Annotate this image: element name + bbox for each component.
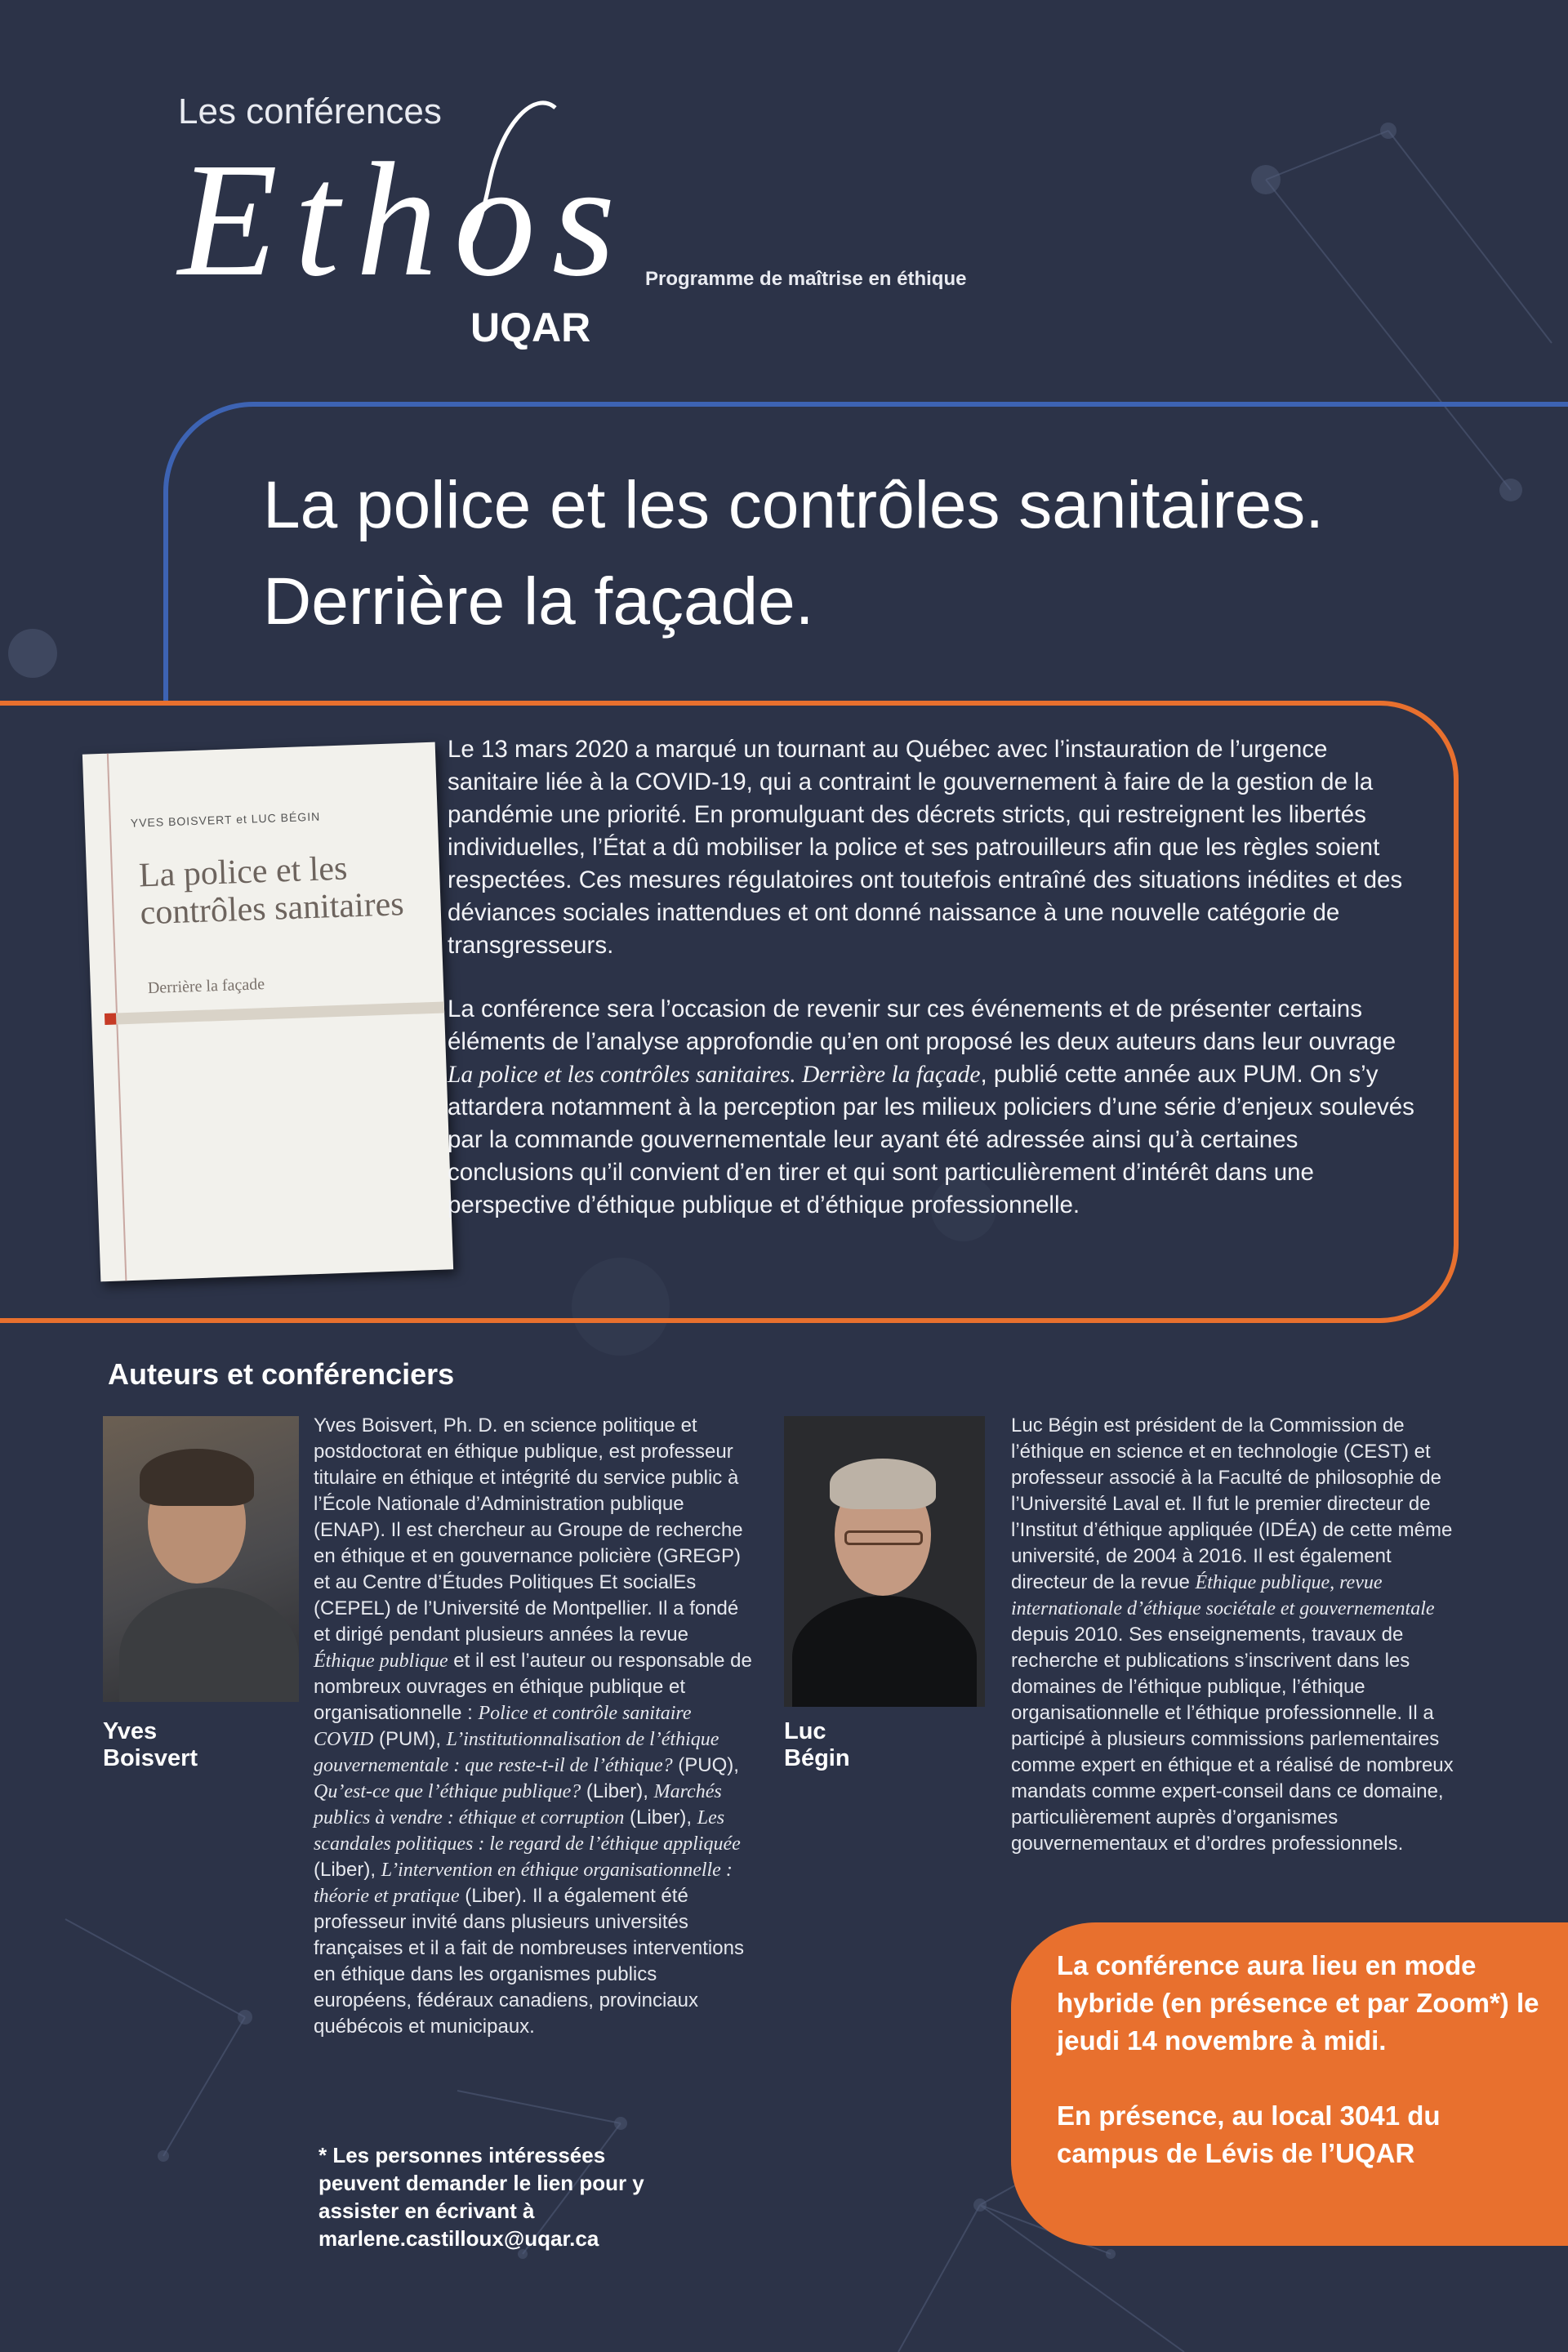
title-line-1: La police et les contrôles sanitaires. — [263, 468, 1325, 542]
photo1-hair — [140, 1449, 254, 1506]
description-paragraph-1: Le 13 mars 2020 a marqué un tournant au Québec avec l’instauration de l’urgence sanitaire liée à la COVID-19, qui a contraint le gouvernement à faire de la gestion de la pandémie une priorité. En promulguant des décrets stricts, qui restreignent les libertés individuelles, l’État a dû mobiliser la police et ses patrouilleurs afin que les règles soient respectées. Ces mesures régulatoires ont toutefois entraîné des situations inédites et des déviances sociales inattendues et ont donné naissance à une nouvelle catégorie de transgresseurs. — [448, 736, 1403, 959]
event-info-line-2: En présence, au local 3041 du campus de Lévis de l’UQAR — [1057, 2100, 1441, 2168]
bio-boisvert-segment: Qu’est-ce que l’éthique publique? — [314, 1781, 581, 1802]
bio-begin-segment: depuis 2010. Ses enseignements, travaux de recherche et publications s’inscrivent dans les domaines de l’éthique publique, l’éthique organisationnelle et l’éthique professionnelle. Il a participé à plusieurs commissions parlementaires comme expert en éthique et a réalisé de nombreux mandats comme expert-conseil dans ce domaine, particulièrement auprès d’organismes gouvernementaux et d’ordres professionnels. — [1011, 1624, 1454, 1855]
page-title — [263, 457, 1537, 650]
bio-boisvert-segment: Éthique publique — [314, 1650, 448, 1672]
description-p2-end: , publié cette année aux PUM. On s’y attardera notamment à la perception par les milieux policiers d’une série d’enjeux soulevés par la commande gouvernementale leur ayant été adressée ainsi qu’à certaines conclusions qu’il convient d’en tirer et qui sont particulièrement d’intérêt dans une perspective d’éthique publique et d’éthique professionnelle. — [448, 1061, 1414, 1218]
program-name: Programme de maîtrise en éthique — [645, 268, 967, 290]
bio-boisvert-segment: L’intervention en éthique organisationnelle : théorie et pratique — [314, 1860, 733, 1907]
zoom-link-note: * Les personnes intéressées peuvent demander le lien pour y assister en écrivant à marlene.castilloux@uqar.ca — [318, 2143, 644, 2251]
last-name-boisvert: Boisvert — [103, 1745, 198, 1771]
photo2-glasses — [844, 1530, 923, 1545]
description-paragraph-2 — [448, 993, 1424, 1222]
bio-boisvert-segment: Les scandales politiques : le regard de l’éthique appliquée — [314, 1807, 741, 1855]
first-name-luc: Luc — [784, 1718, 826, 1744]
name-luc-begin — [784, 1718, 850, 1772]
bio-begin-segment: Éthique publique, revue internationale d’éthique sociétale et gouvernementale — [1011, 1572, 1435, 1619]
last-name-begin: Bégin — [784, 1745, 850, 1771]
book-title: La police et les contrôles sanitaires — [138, 849, 405, 933]
event-info-box — [1011, 1922, 1568, 2246]
series-prefix: Les conférences — [178, 91, 442, 131]
bio-boisvert-segment: (Liber). Il a également été professeur invité dans plusieurs universités françaises et il a fait de nombreuses interventions en éthique dans les organismes publics européens, fédéraux canadiens, provinciaux québécois et municipaux. — [314, 1885, 744, 2038]
description-text — [448, 733, 1424, 1253]
bio-boisvert-segment: et il est l’auteur ou responsable de nombreux ouvrages en éthique publique et organisationnelle : — [314, 1650, 752, 1724]
bio-boisvert-segment: Police et contrôle sanitaire COVID — [314, 1703, 692, 1750]
photo2-body — [792, 1596, 977, 1707]
book-cover — [82, 742, 453, 1282]
bio-boisvert-segment: (PUQ), — [672, 1754, 739, 1776]
description-p2-start: La conférence sera l’occasion de revenir sur ces événements et de présenter certains éléments de l’analyse approfondie qu’en ont proposé les deux auteurs dans leur ouvrage — [448, 996, 1396, 1055]
bio-boisvert-segment: (Liber), — [624, 1806, 697, 1829]
book-authors: YVES BOISVERT et LUC BÉGIN — [130, 809, 321, 830]
organization-name: UQAR — [470, 305, 591, 350]
bio-boisvert-segment: L’institutionnalisation de l’éthique gouvernementale : que reste-t-il de l’éthique? — [314, 1729, 719, 1776]
ethos-swash-decoration — [457, 90, 564, 253]
bio-boisvert-segment: Marchés publics à vendre : éthique et corruption — [314, 1781, 722, 1829]
book-band-red-mark — [105, 1013, 116, 1024]
event-info-line-1: La conférence aura lieu en mode hybride (en présence et par Zoom*) le jeudi 14 novembre à midi. — [1057, 1950, 1539, 2056]
photo2-hair — [830, 1459, 936, 1509]
bio-boisvert-segment: Yves Boisvert, Ph. D. en science politique et postdoctorat en éthique publique, est professeur titulaire en éthique et intégrité du service public à l’École Nationale d’Administration publique (ENAP). Il est chercheur au Groupe de recherche en éthique et en gouvernance policière (GREGP) et au Centre d’Études Politiques Et socialEs (CEPEL) de l’Université de Montpellier. Il a fondé et dirigé pendant plusieurs années la revue — [314, 1414, 743, 1646]
photo1-body — [119, 1588, 299, 1702]
name-yves-boisvert — [103, 1718, 198, 1772]
photo-luc-begin — [784, 1416, 985, 1707]
title-line-2: Derrière la façade. — [263, 564, 814, 639]
book-band — [105, 1001, 444, 1025]
authors-section-title: Auteurs et conférenciers — [108, 1357, 455, 1391]
series-logo-ethos: Ethos — [178, 130, 632, 310]
description-book-title: La police et les contrôles sanitaires. Derrière la façade — [448, 1062, 981, 1088]
bio-yves-boisvert — [314, 1413, 755, 2040]
book-subtitle: Derrière la façade — [147, 975, 265, 998]
bio-boisvert-segment: (Liber), — [581, 1780, 654, 1802]
first-name-yves: Yves — [103, 1718, 158, 1744]
bio-boisvert-segment: (PUM), — [373, 1728, 447, 1750]
bio-begin-segment: Luc Bégin est président de la Commission de l’éthique en science et en technologie (CEST) et professeur associé à la Faculté de philosophie de l’Université Laval et. Il fut le premier directeur de l’Institut d’éthique appliquée (IDÉA) de cette même université, de 2004 à 2016. Il est également directeur de la revue — [1011, 1414, 1453, 1593]
bio-boisvert-segment: (Liber), — [314, 1859, 381, 1881]
photo-yves-boisvert — [103, 1416, 299, 1702]
bio-luc-begin — [1011, 1413, 1468, 1857]
